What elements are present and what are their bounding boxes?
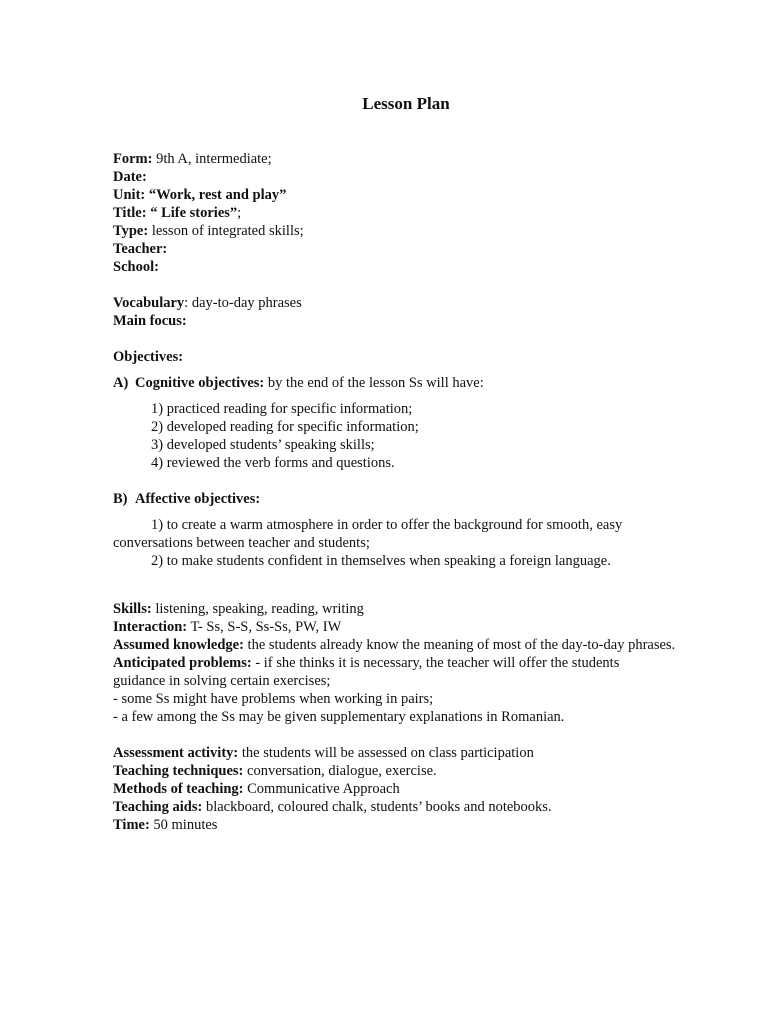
methods-of-teaching-label: Methods of teaching:: [113, 781, 244, 797]
type-value: lesson of integrated skills;: [148, 223, 304, 239]
objectives-heading-text: Objectives:: [113, 349, 184, 365]
anticipated-problems-field: [113, 654, 653, 690]
title-field: [113, 204, 723, 222]
unit-field: [113, 186, 723, 204]
teaching-aids-label: Teaching aids:: [113, 799, 203, 815]
affective-marker: B): [113, 491, 128, 507]
form-label: Form:: [113, 151, 153, 167]
teacher-field: [113, 240, 723, 258]
problem-item: - a few among the Ss may be given supplementary explanations in Romanian.: [113, 709, 565, 725]
interaction-value: T- Ss, S-S, Ss-Ss, PW, IW: [187, 619, 342, 635]
skills-value: listening, speaking, reading, writing: [151, 601, 364, 617]
form-value: 9th A, intermediate;: [152, 151, 272, 167]
list-item: 1) practiced reading for specific information;: [151, 401, 413, 417]
teaching-techniques-value: conversation, dialogue, exercise.: [243, 763, 437, 779]
objectives-heading: [113, 348, 723, 366]
title-label: Title:: [113, 205, 147, 221]
assessment-activity-value: the students will be assessed on class participation: [238, 745, 534, 761]
skills-label: Skills:: [113, 601, 152, 617]
school-field: [113, 258, 723, 276]
teaching-techniques-label: Teaching techniques:: [113, 763, 244, 779]
skills-field: [113, 600, 723, 618]
document-body: [113, 150, 723, 834]
time-label: Time:: [113, 817, 150, 833]
assessment-activity-label: Assessment activity:: [113, 745, 239, 761]
list-item: 4) reviewed the verb forms and questions.: [151, 455, 395, 471]
problem-item: - some Ss might have problems when working in pairs;: [113, 691, 434, 707]
assumed-knowledge-label: Assumed knowledge:: [113, 637, 244, 653]
main-focus-field: [113, 312, 723, 330]
vocabulary-label: Vocabulary: [113, 295, 185, 311]
vocabulary-value: : day-to-day phrases: [184, 295, 302, 311]
cognitive-label: Cognitive objectives:: [135, 375, 265, 391]
unit-label: Unit:: [113, 187, 146, 203]
list-item: 2) developed reading for specific information;: [151, 419, 419, 435]
assessment-activity-field: [113, 744, 723, 762]
school-label: School:: [113, 259, 159, 275]
main-focus-label: Main focus:: [113, 313, 187, 329]
type-field: [113, 222, 723, 240]
cognitive-list: [113, 400, 723, 472]
methods-of-teaching-value: Communicative Approach: [243, 781, 400, 797]
date-field: [113, 168, 723, 186]
interaction-label: Interaction:: [113, 619, 188, 635]
affective-objectives-heading: [113, 490, 723, 508]
assumed-knowledge-field: [113, 636, 723, 654]
list-item: 3) developed students’ speaking skills;: [151, 437, 375, 453]
unit-value: “Work, rest and play”: [145, 187, 287, 203]
teaching-aids-field: [113, 798, 723, 816]
date-label: Date:: [113, 169, 147, 185]
anticipated-problems-label: Anticipated problems:: [113, 655, 252, 671]
cognitive-objectives-heading: [113, 374, 723, 392]
teacher-label: Teacher:: [113, 241, 168, 257]
teaching-techniques-field: [113, 762, 723, 780]
affective-item-2: 2) to make students confident in themselves when speaking a foreign language.: [151, 553, 611, 569]
cognitive-intro: by the end of the lesson Ss will have:: [264, 375, 484, 391]
teaching-aids-value: blackboard, coloured chalk, students’ books and notebooks.: [202, 799, 552, 815]
time-value: 50 minutes: [149, 817, 218, 833]
title-value: “ Life stories”: [146, 205, 238, 221]
vocabulary-field: [113, 294, 723, 312]
affective-item-1: 1) to create a warm atmosphere in order to offer the background for smooth, easy conversations between teacher and students;: [113, 517, 623, 551]
interaction-field: [113, 618, 723, 636]
affective-label: Affective objectives:: [135, 491, 261, 507]
methods-of-teaching-field: [113, 780, 723, 798]
cognitive-marker: A): [113, 375, 129, 391]
title-suffix: ;: [237, 205, 242, 221]
assumed-knowledge-value: the students already know the meaning of most of the day-to-day phrases.: [243, 637, 676, 653]
time-field: [113, 816, 723, 834]
page-title: Lesson Plan: [362, 94, 450, 113]
form-field: [113, 150, 723, 168]
type-label: Type:: [113, 223, 149, 239]
anticipated-problems-value: - if she thinks it is necessary, the teacher will offer the students guidance in solving certain exercises;: [113, 655, 620, 689]
